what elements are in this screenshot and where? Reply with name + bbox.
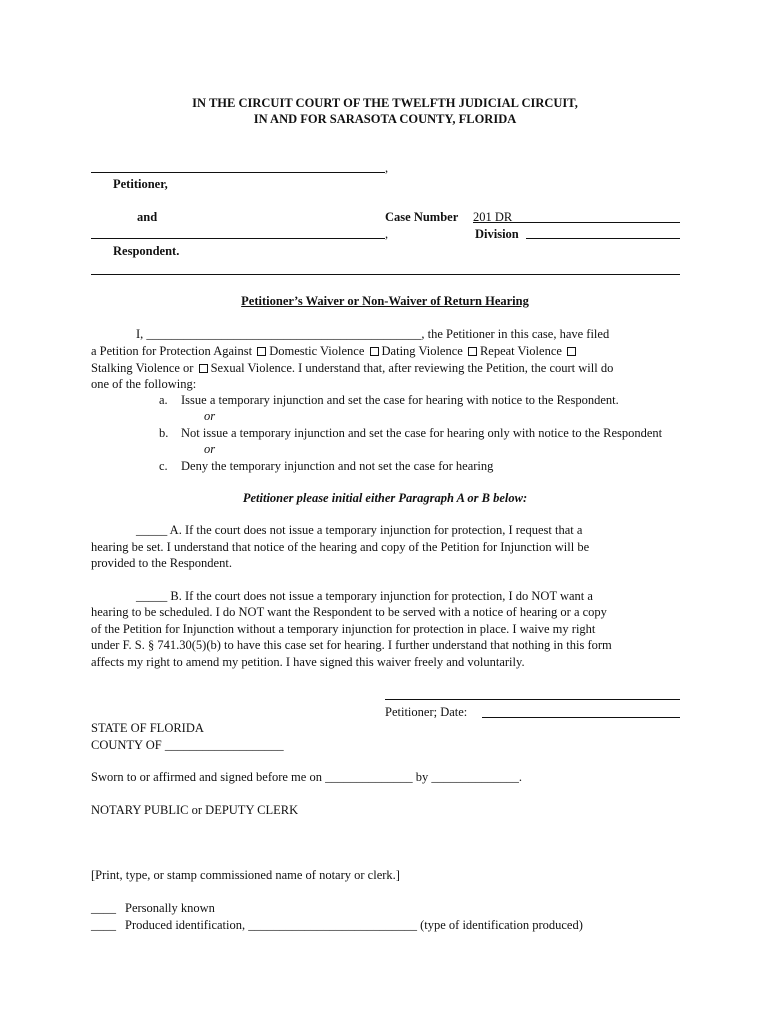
county-of: COUNTY OF ___________________ xyxy=(91,738,284,752)
option-b-text: Not issue a temporary injunction and set the case for hearing only with notice to the Respondent xyxy=(181,426,663,440)
notary-public-label: NOTARY PUBLIC or DEPUTY CLERK xyxy=(91,803,299,817)
petitioner-name-line[interactable] xyxy=(91,172,385,173)
intro-line-3 xyxy=(91,360,613,377)
respondent-comma: , xyxy=(385,227,389,241)
produced-id-blank[interactable]: ____ xyxy=(91,918,116,932)
paragraph-b-line-5: affects my right to amend my petition. I have signed this waiver freely and voluntarily. xyxy=(91,655,525,669)
case-number-value: 201 DR xyxy=(473,210,513,224)
case-number-label: Case Number xyxy=(385,210,459,224)
option-a-letter: a. xyxy=(159,393,168,407)
division-line[interactable] xyxy=(526,238,680,239)
repeat-violence-label: Repeat Violence xyxy=(479,344,562,358)
paragraph-b-line-2: hearing to be scheduled. I do NOT want the Respondent to be served with a notice of hearing or a copy xyxy=(91,605,607,619)
personally-known-label: Personally known xyxy=(125,901,215,915)
intro-line-1: I, ____________________________________________, the Petitioner in this case, have filed xyxy=(136,327,610,341)
paragraph-a-line-1[interactable]: _____ A. If the court does not issue a temporary injunction for protection, I request that a xyxy=(136,523,583,537)
or-2: or xyxy=(204,442,216,456)
intro-line-4: one of the following: xyxy=(91,377,197,391)
signature-date-line[interactable] xyxy=(482,717,680,718)
respondent-name-line[interactable] xyxy=(91,238,385,239)
respondent-label: Respondent. xyxy=(113,244,180,258)
option-c-text: Deny the temporary injunction and not set the case for hearing xyxy=(181,459,494,473)
paragraph-b-line-3: of the Petition for Injunction without a temporary injunction for protection in place. I waive my right xyxy=(91,622,596,636)
section-divider xyxy=(91,274,680,275)
form-title: Petitioner’s Waiver or Non-Waiver of Return Hearing xyxy=(241,294,529,308)
personally-known-blank[interactable]: ____ xyxy=(91,901,116,915)
domestic-violence-label: Domestic Violence xyxy=(269,344,365,358)
produced-id-label: Produced identification, ___________________________ (type of identification produced) xyxy=(125,918,583,932)
stalking-violence-checkbox[interactable] xyxy=(567,347,576,356)
case-number-line[interactable] xyxy=(473,222,680,223)
court-header-line-1: IN THE CIRCUIT COURT OF THE TWELFTH JUDICIAL CIRCUIT, xyxy=(192,96,578,110)
stalking-violence-label: Stalking Violence or xyxy=(91,361,194,375)
paragraph-a-line-2: hearing be set. I understand that notice of the hearing and copy of the Petition for Injunction will be xyxy=(91,540,590,554)
intro-line-2 xyxy=(91,343,579,360)
and-label: and xyxy=(137,210,158,224)
petitioner-signature-line[interactable] xyxy=(385,699,680,700)
or-1: or xyxy=(204,409,216,423)
initial-instruction: Petitioner please initial either Paragraph A or B below: xyxy=(242,491,528,505)
petitioner-label: Petitioner, xyxy=(113,177,168,191)
signature-date-label: Petitioner; Date: xyxy=(385,705,468,719)
division-label: Division xyxy=(475,227,519,241)
sexual-violence-text: Sexual Violence. I understand that, after reviewing the Petition, the court will do xyxy=(210,361,614,375)
print-name-instruction: [Print, type, or stamp commissioned name of notary or clerk.] xyxy=(91,868,400,882)
paragraph-a-line-3: provided to the Respondent. xyxy=(91,556,232,570)
petition-against-text: a Petition for Protection Against xyxy=(91,344,253,358)
state-of-florida: STATE OF FLORIDA xyxy=(91,721,204,735)
petitioner-comma: , xyxy=(385,161,389,175)
domestic-violence-checkbox[interactable] xyxy=(257,347,266,356)
paragraph-b-line-1[interactable]: _____ B. If the court does not issue a temporary injunction for protection, I do NOT want a xyxy=(136,589,593,603)
sexual-violence-checkbox[interactable] xyxy=(199,364,208,373)
repeat-violence-checkbox[interactable] xyxy=(468,347,477,356)
sworn-statement: Sworn to or affirmed and signed before me on ______________ by ______________. xyxy=(91,770,522,784)
dating-violence-checkbox[interactable] xyxy=(370,347,379,356)
dating-violence-label: Dating Violence xyxy=(381,344,463,358)
option-c-letter: c. xyxy=(159,459,168,473)
court-header-line-2: IN AND FOR SARASOTA COUNTY, FLORIDA xyxy=(253,112,517,126)
option-a-text: Issue a temporary injunction and set the case for hearing with notice to the Respondent. xyxy=(181,393,619,407)
paragraph-b-line-4: under F. S. § 741.30(5)(b) to have this case set for hearing. I further understand that nothing in this form xyxy=(91,638,612,652)
option-b-letter: b. xyxy=(159,426,169,440)
